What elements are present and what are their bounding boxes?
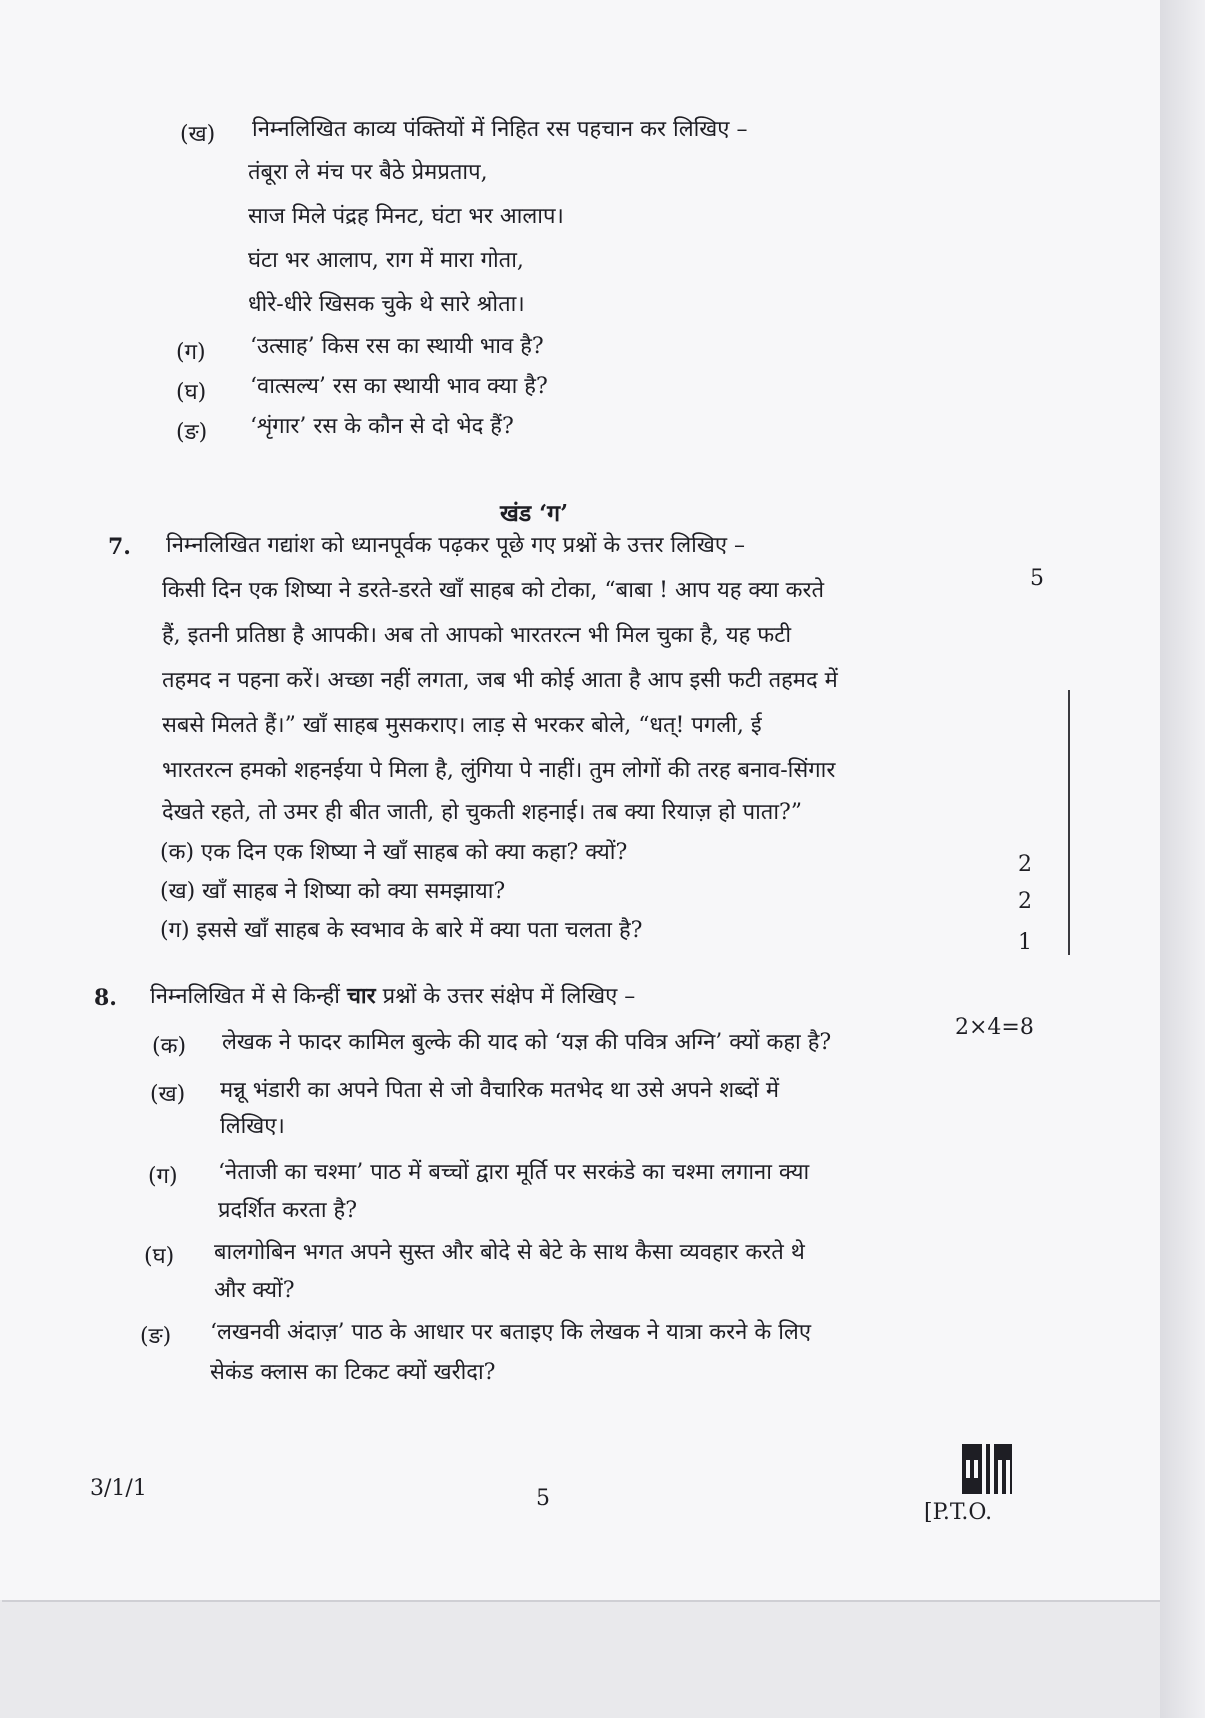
q8-item-line: प्रदर्शित करता है?: [218, 1198, 357, 1223]
q7-sub-marks: 2: [1018, 889, 1032, 914]
q6-gha-label: (घ): [176, 380, 207, 405]
q8-item-label: (क): [152, 1034, 187, 1059]
q7-sub-question: (क) एक दिन एक शिष्या ने खाँ साहब को क्या कहा? क्यों?: [160, 840, 628, 865]
q6-nga-text: ‘शृंगार’ रस के कौन से दो भेद हैं?: [250, 414, 514, 439]
q7-sub-marks: 1: [1018, 930, 1032, 955]
paper-code: 3/1/1: [90, 1476, 147, 1501]
q6-ga-label: (ग): [176, 340, 206, 365]
q7-line: भारतरत्न हमको शहनईया पे मिला है, लुंगिया पे नाहीं। तुम लोगों की तरह बनाव-सिंगार: [162, 758, 836, 783]
q7-marks: 5: [1030, 566, 1044, 591]
poem-line: साज मिले पंद्रह मिनट, घंटा भर आलाप।: [248, 204, 564, 229]
pto-label: [P.T.O.: [924, 1500, 993, 1525]
q7-line: निम्नलिखित गद्यांश को ध्यानपूर्वक पढ़कर पूछे गए प्रश्नों के उत्तर लिखिए –: [166, 533, 746, 558]
q8-item-line: सेकंड क्लास का टिकट क्यों खरीदा?: [210, 1360, 496, 1385]
q8-marks: 2×4=8: [955, 1015, 1034, 1040]
q6-gha-text: ‘वात्सल्य’ रस का स्थायी भाव क्या है?: [250, 374, 548, 399]
q7-sub-question: (ख) खाँ साहब ने शिष्या को क्या समझाया?: [160, 879, 506, 904]
page-number: 5: [536, 1486, 550, 1511]
q6-ga-text: ‘उत्साह’ किस रस का स्थायी भाव है?: [250, 334, 544, 359]
q8-intro-text: प्रश्नों के उत्तर संक्षेप में लिखिए –: [375, 984, 636, 1009]
q8-item-label: (ख): [150, 1082, 186, 1107]
q8-item-label: (ङ): [140, 1324, 172, 1349]
qr-code-icon: [962, 1444, 1012, 1494]
q8-item-line: ‘लखनवी अंदाज़’ पाठ के आधार पर बताइए कि लेखक ने यात्रा करने के लिए: [210, 1320, 811, 1345]
poem-line: घंटा भर आलाप, राग में मारा गोता,: [248, 248, 524, 273]
q8-item-line: लेखक ने फादर कामिल बुल्के की याद को ‘यज्ञ की पवित्र अग्नि’ क्यों कहा है?: [222, 1030, 832, 1055]
q8-number: 8.: [94, 985, 117, 1011]
q7-line: तहमद न पहना करें। अच्छा नहीं लगता, जब भी कोई आता है आप इसी फटी तहमद में: [162, 668, 838, 693]
q7-number: 7.: [108, 534, 131, 560]
q8-intro-text: निम्नलिखित में से किन्हीं: [150, 984, 347, 1009]
q7-line: हैं, इतनी प्रतिष्ठा है आपकी। अब तो आपको भारतरत्न भी मिल चुका है, यह फटी: [162, 623, 792, 648]
q7-sub-marks: 2: [1018, 852, 1032, 877]
poem-line: धीरे-धीरे खिसक चुके थे सारे श्रोता।: [248, 292, 525, 317]
q7-line: सबसे मिलते हैं।” खाँ साहब मुसकराए। लाड़ से भरकर बोले, “धत्! पगली, ई: [162, 713, 762, 738]
q8-item-line: मन्नू भंडारी का अपने पिता से जो वैचारिक मतभेद था उसे अपने शब्दों में: [220, 1078, 780, 1103]
q8-intro-emphasis: चार: [346, 983, 376, 1009]
poem-line: तंबूरा ले मंच पर बैठे प्रेमप्रताप,: [248, 160, 488, 185]
q7-sub-question: (ग) इससे खाँ साहब के स्वभाव के बारे में क्या पता चलता है?: [160, 918, 643, 943]
q8-intro: [150, 981, 635, 1012]
q8-item-line: लिखिए।: [220, 1114, 285, 1139]
q8-item-line: ‘नेताजी का चश्मा’ पाठ में बच्चों द्वारा मूर्ति पर सरकंडे का चश्मा लगाना क्या: [218, 1160, 810, 1185]
q7-line: किसी दिन एक शिष्या ने डरते-डरते खाँ साहब को टोका, “बाबा ! आप यह क्या करते: [162, 578, 825, 603]
q8-item-line: बालगोबिन भगत अपने सुस्त और बोदे से बेटे के साथ कैसा व्यवहार करते थे: [214, 1240, 805, 1265]
q8-item-label: (घ): [144, 1244, 175, 1269]
q6-kha-label: (ख): [180, 122, 216, 147]
q6-kha-text: निम्नलिखित काव्य पंक्तियों में निहित रस पहचान कर लिखिए –: [252, 117, 748, 142]
page-edge: [1160, 0, 1205, 1718]
q6-nga-label: (ङ): [176, 420, 208, 445]
q8-item-line: और क्यों?: [214, 1278, 295, 1303]
q7-line: देखते रहते, तो उमर ही बीत जाती, हो चुकती शहनाई। तब क्या रियाज़ हो पाता?”: [162, 800, 803, 825]
section-title: खंड ‘ग’: [500, 500, 569, 527]
q8-item-label: (ग): [148, 1164, 178, 1189]
margin-line: [1068, 690, 1070, 955]
